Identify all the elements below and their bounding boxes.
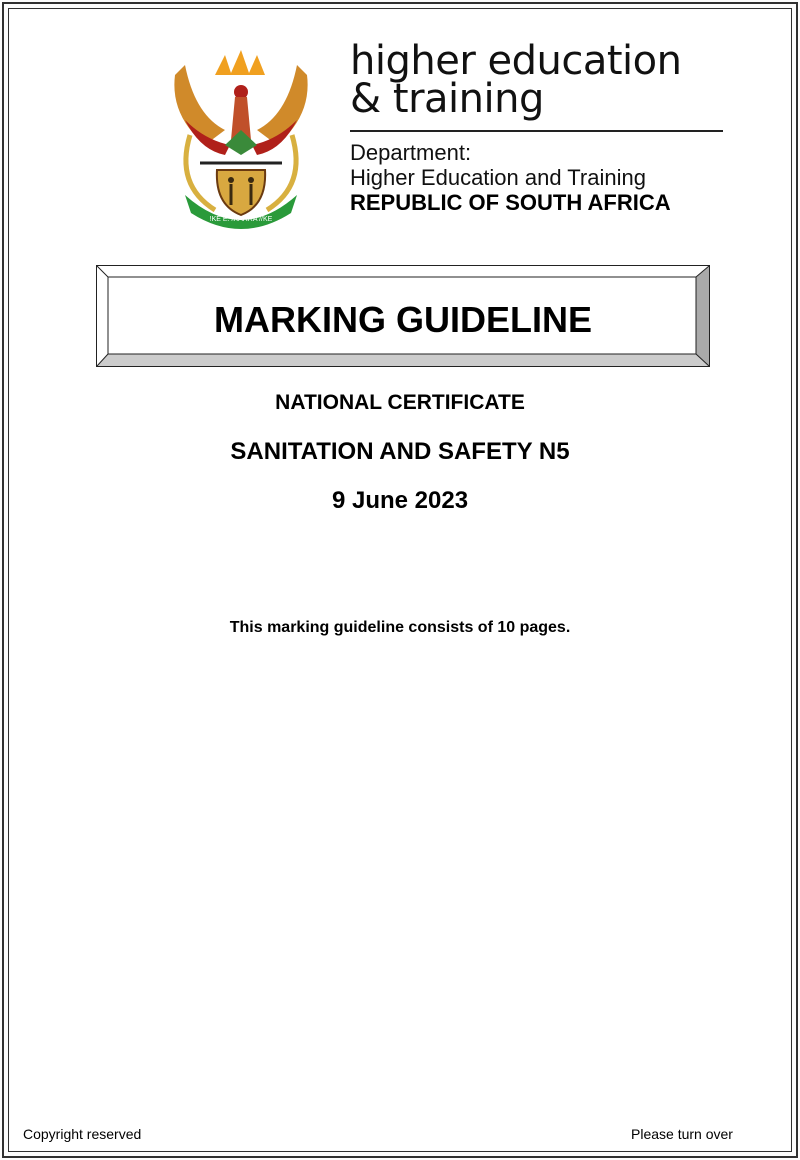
department-label: Department:	[350, 140, 472, 165]
subject-name: SANITATION AND SAFETY N5	[230, 438, 570, 465]
department-branding	[350, 38, 723, 216]
exam-date: 9 June 2023	[331, 487, 469, 514]
brand-divider	[350, 130, 723, 132]
motto-text: !KE E: /XARRA //KE	[209, 216, 273, 223]
certificate-type: NATIONAL CERTIFICATE	[275, 391, 525, 414]
brand-line-2: & training	[350, 76, 544, 122]
document-title: MARKING GUIDELINE	[214, 299, 592, 340]
page-count-note: This marking guideline consists of 10 pages.	[229, 619, 571, 636]
copyright-notice: Copyright reserved	[23, 1126, 142, 1142]
coat-of-arms-logo	[165, 45, 317, 230]
country-name: REPUBLIC OF SOUTH AFRICA	[350, 190, 671, 215]
department-name: Higher Education and Training	[350, 165, 646, 190]
turn-over-note: Please turn over	[631, 1126, 733, 1142]
title-frame	[96, 265, 710, 367]
brand-line-1: higher education	[350, 38, 682, 84]
